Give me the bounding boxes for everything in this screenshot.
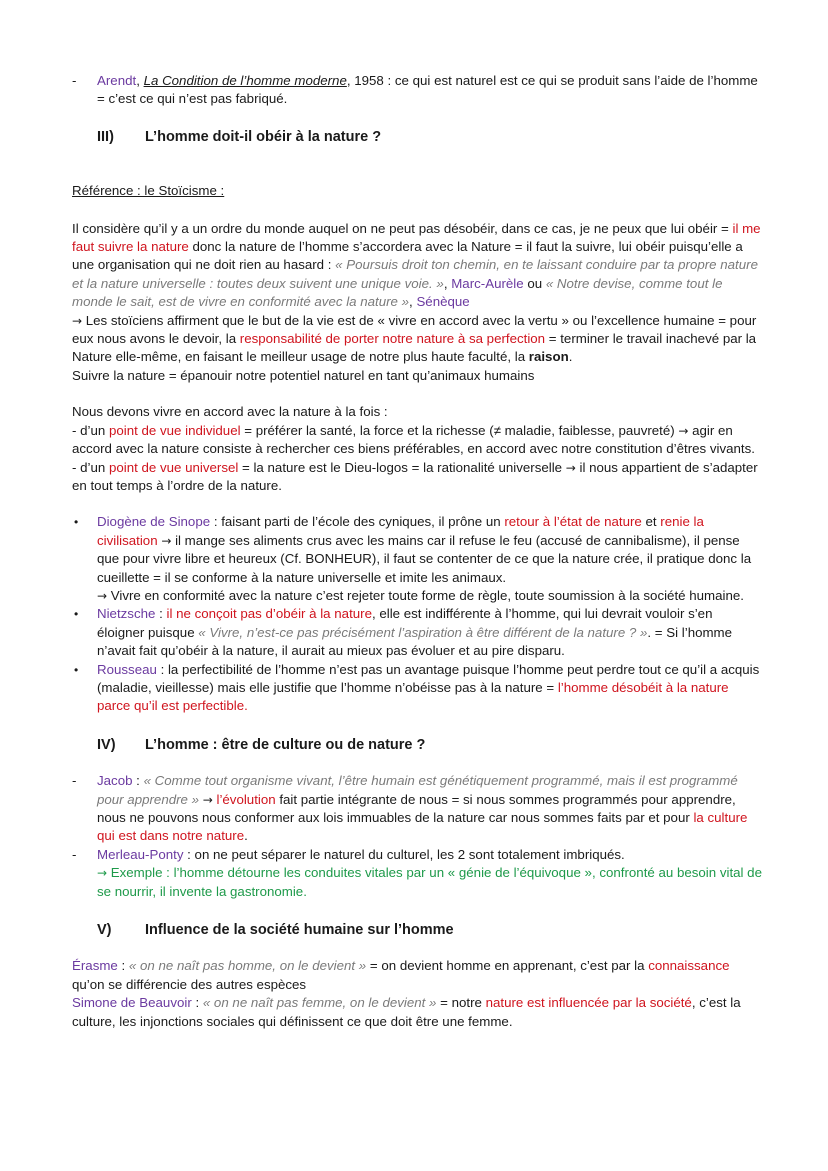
suivre-line: Suivre la nature = épanouir notre potentiel naturel en tant qu’animaux humains	[72, 367, 535, 383]
virtue-paragraph	[72, 312, 762, 367]
rousseau-bullet	[72, 661, 762, 716]
arrow-icon: →	[97, 588, 108, 603]
section-heading-4	[72, 736, 762, 754]
separator: ,	[409, 294, 417, 310]
text: = terminer le travail inachevé par la Nature elle-même, en faisant le meilleur usage de notre plus haute faculté, la	[72, 331, 757, 365]
quote: « Comme tout organisme vivant, l’être humain est génétiquement programmé, mais il est programmé pour apprendre »	[97, 773, 738, 807]
text: : la perfectibilité de l’homme n’est pas un avantage puisque l’homme peut perdre tout ce qu’il a acquis (maladie, vieillesse) mais elle justifie que l’homme n’obéisse pas à la nature =	[97, 661, 760, 695]
example-text: Exemple : l’homme détourne les conduites vitales par un « génie de l’équivoque », confronté au besoin vital de se nourrir, il invente la gastronomie.	[97, 865, 762, 899]
section-heading-3	[72, 128, 762, 146]
separator: :	[132, 773, 144, 789]
accord-intro: Nous devons vivre en accord avec la nature à la fois :	[72, 404, 388, 420]
arrow-icon: →	[72, 313, 83, 328]
quote: « Poursuis droit ton chemin, en te laissant conduire par ta propre nature et la nature universelle : toutes deux suivent une unique voie. »	[72, 257, 758, 291]
text: il mange ses aliments crus avec les mains car il refuse le feu (accusé de cannibalisme), il pense que pour vivre libre et heureux (Cf. BONHEUR), il faut se contenter de ce que la nature crée, il pratique donc la cueillette = il se conforme à la nature universelle et imite les animaux.	[97, 532, 752, 585]
highlight-red: point de vue individuel	[108, 422, 241, 438]
highlight-red: renie la civilisation	[97, 514, 704, 548]
text: . = Si l’homme n’avait fait qu’obéir à la nature, il aurait au mieux pas évoluer et au pire disparu.	[97, 624, 733, 659]
bullet-marker: •	[74, 515, 79, 530]
jacob-entry	[72, 772, 762, 846]
highlight-red: responsabilité de porter notre nature à sa perfection	[239, 331, 546, 347]
text: .	[244, 828, 248, 844]
arendt-entry	[72, 72, 762, 109]
highlight-red: retour à l’état de nature	[504, 514, 642, 530]
text: = la nature est le Dieu-logos = la rationalité universelle	[238, 459, 566, 475]
text: ou	[523, 275, 546, 291]
text: : on ne peut séparer le naturel du culturel, les 2 sont totalement imbriqués.	[183, 846, 625, 862]
author-name: Merleau-Ponty	[97, 846, 184, 862]
dash-marker: -	[72, 73, 77, 88]
section-number: IV)	[97, 736, 116, 753]
arrow-icon: →	[161, 533, 172, 548]
highlight-red: connaissance	[648, 958, 730, 974]
quote: « Notre devise, comme tout le monde le sait, est de vivre en conformité avec la nature »	[72, 275, 723, 310]
diogene-bullet	[72, 513, 762, 605]
separator: :	[117, 958, 129, 974]
highlight-red: nature est influencée par la société	[485, 995, 692, 1011]
text: , c’est la culture, les injonctions sociales qui définissent ce que doit être une femme.	[72, 995, 741, 1029]
highlight-red: il me faut suivre la nature	[72, 220, 761, 255]
text: = préférer la santé, la force et la richesse (≠ maladie, faiblesse, pauvreté)	[240, 422, 679, 438]
arrow-icon: →	[565, 460, 576, 475]
highlight-red: l’homme désobéit à la nature parce qu’il est perfectible.	[97, 679, 729, 714]
author-name: Nietzsche	[97, 606, 156, 622]
author-name: Érasme	[72, 958, 118, 974]
separator: :	[191, 995, 203, 1011]
erasme-paragraph	[72, 957, 762, 994]
text: = notre	[436, 995, 486, 1011]
text: agir en accord avec la nature consiste à rechercher ces biens préférables, en accord avec notre constitution d’êtres vivants.	[72, 422, 755, 457]
author-name: Rousseau	[97, 661, 157, 677]
text: .	[568, 349, 573, 365]
section-heading-5	[72, 921, 762, 939]
highlight-red: point de vue universel	[108, 459, 239, 475]
text: qu’on se différencie des autres espèces	[72, 976, 307, 992]
dash-marker: -	[72, 773, 77, 789]
author-name: Jacob	[97, 773, 133, 789]
arrow-icon: →	[678, 423, 689, 438]
reference-line: Référence : le Stoïcisme :	[72, 183, 225, 199]
separator: ,	[136, 73, 144, 88]
separator: :	[155, 606, 167, 622]
highlight-red: l’évolution	[216, 791, 276, 807]
nietzsche-bullet	[72, 605, 762, 660]
bullet-marker: •	[74, 607, 79, 622]
author-name: Arendt	[97, 73, 137, 88]
author-name: Simone de Beauvoir	[72, 995, 192, 1011]
text: il nous appartient de s’adapter en tout temps à l’ordre de la nature.	[72, 459, 758, 493]
highlight-red: la culture qui est dans notre nature	[97, 810, 748, 844]
author-name: Marc-Aurèle	[451, 275, 524, 291]
document-page	[72, 72, 762, 1031]
stoicism-paragraph	[72, 220, 762, 312]
text: donc la nature de l’homme s’accordera avec la Nature = il faut la suivre, lui obéir puisqu’elle a une organisation qui ne doit rien au hasard :	[72, 239, 743, 273]
universal-point	[72, 459, 762, 496]
section-number: V)	[97, 922, 112, 939]
merleau-entry	[72, 846, 762, 901]
text: - d’un	[72, 459, 109, 475]
quote: « on ne naît pas homme, on le devient »	[128, 958, 367, 974]
quote: « Vivre, n’est-ce pas précisément l’aspiration à être différent de la nature ? »	[198, 624, 648, 640]
text: fait partie intégrante de nous = si nous sommes programmés pour apprendre, nous ne pouvons nous conformer aux lois immuables de la nature car nous sommes faits par et pour	[97, 791, 736, 825]
bullet-marker: •	[74, 662, 79, 677]
bold-term: raison	[528, 349, 569, 365]
text: et	[641, 514, 661, 530]
text: = on devient homme en apprenant, c’est par la	[366, 958, 649, 974]
quote: « on ne naît pas femme, on le devient »	[202, 995, 437, 1011]
author-name: Diogène de Sinope	[97, 514, 211, 530]
author-name: Sénèque	[416, 294, 470, 310]
text: Il considère qu’il y a un ordre du monde auquel on ne peut pas désobéir, dans ce cas, je ne peux que lui obéir =	[72, 220, 733, 236]
beauvoir-paragraph	[72, 994, 762, 1031]
dash-marker: -	[72, 846, 77, 862]
separator: ,	[443, 275, 452, 291]
text: , elle est indifférente à l’homme, qui lui devrait vouloir s’en éloigner puisque	[97, 606, 713, 640]
book-title: La Condition de l’homme moderne	[143, 73, 347, 88]
text: Vivre en conformité avec la nature c’est rejeter toute forme de règle, toute soumission à la société humaine.	[107, 587, 744, 603]
section-title: L’homme doit-il obéir à la nature ?	[145, 128, 382, 145]
highlight-red: il ne conçoit pas d’obéir à la nature	[166, 606, 372, 622]
section-number: III)	[97, 128, 114, 145]
individual-point	[72, 422, 762, 459]
text: : faisant parti de l’école des cyniques, il prône un	[210, 514, 505, 530]
text: Les stoïciens affirment que le but de la vie est de « vivre en accord avec la vertu » ou l’excellence humaine = pour eux nous avons le devoir, la	[72, 312, 757, 347]
arrow-icon: →	[202, 792, 213, 807]
section-title: L’homme : être de culture ou de nature ?	[145, 736, 426, 753]
arrow-icon: →	[97, 866, 108, 881]
text: - d’un	[72, 422, 109, 438]
entry-text: , 1958 : ce qui est naturel est ce qui se produit sans l’aide de l’homme = c’est ce qui n’est pas fabriqué.	[97, 73, 758, 107]
section-title: Influence de la société humaine sur l’homme	[145, 922, 454, 939]
